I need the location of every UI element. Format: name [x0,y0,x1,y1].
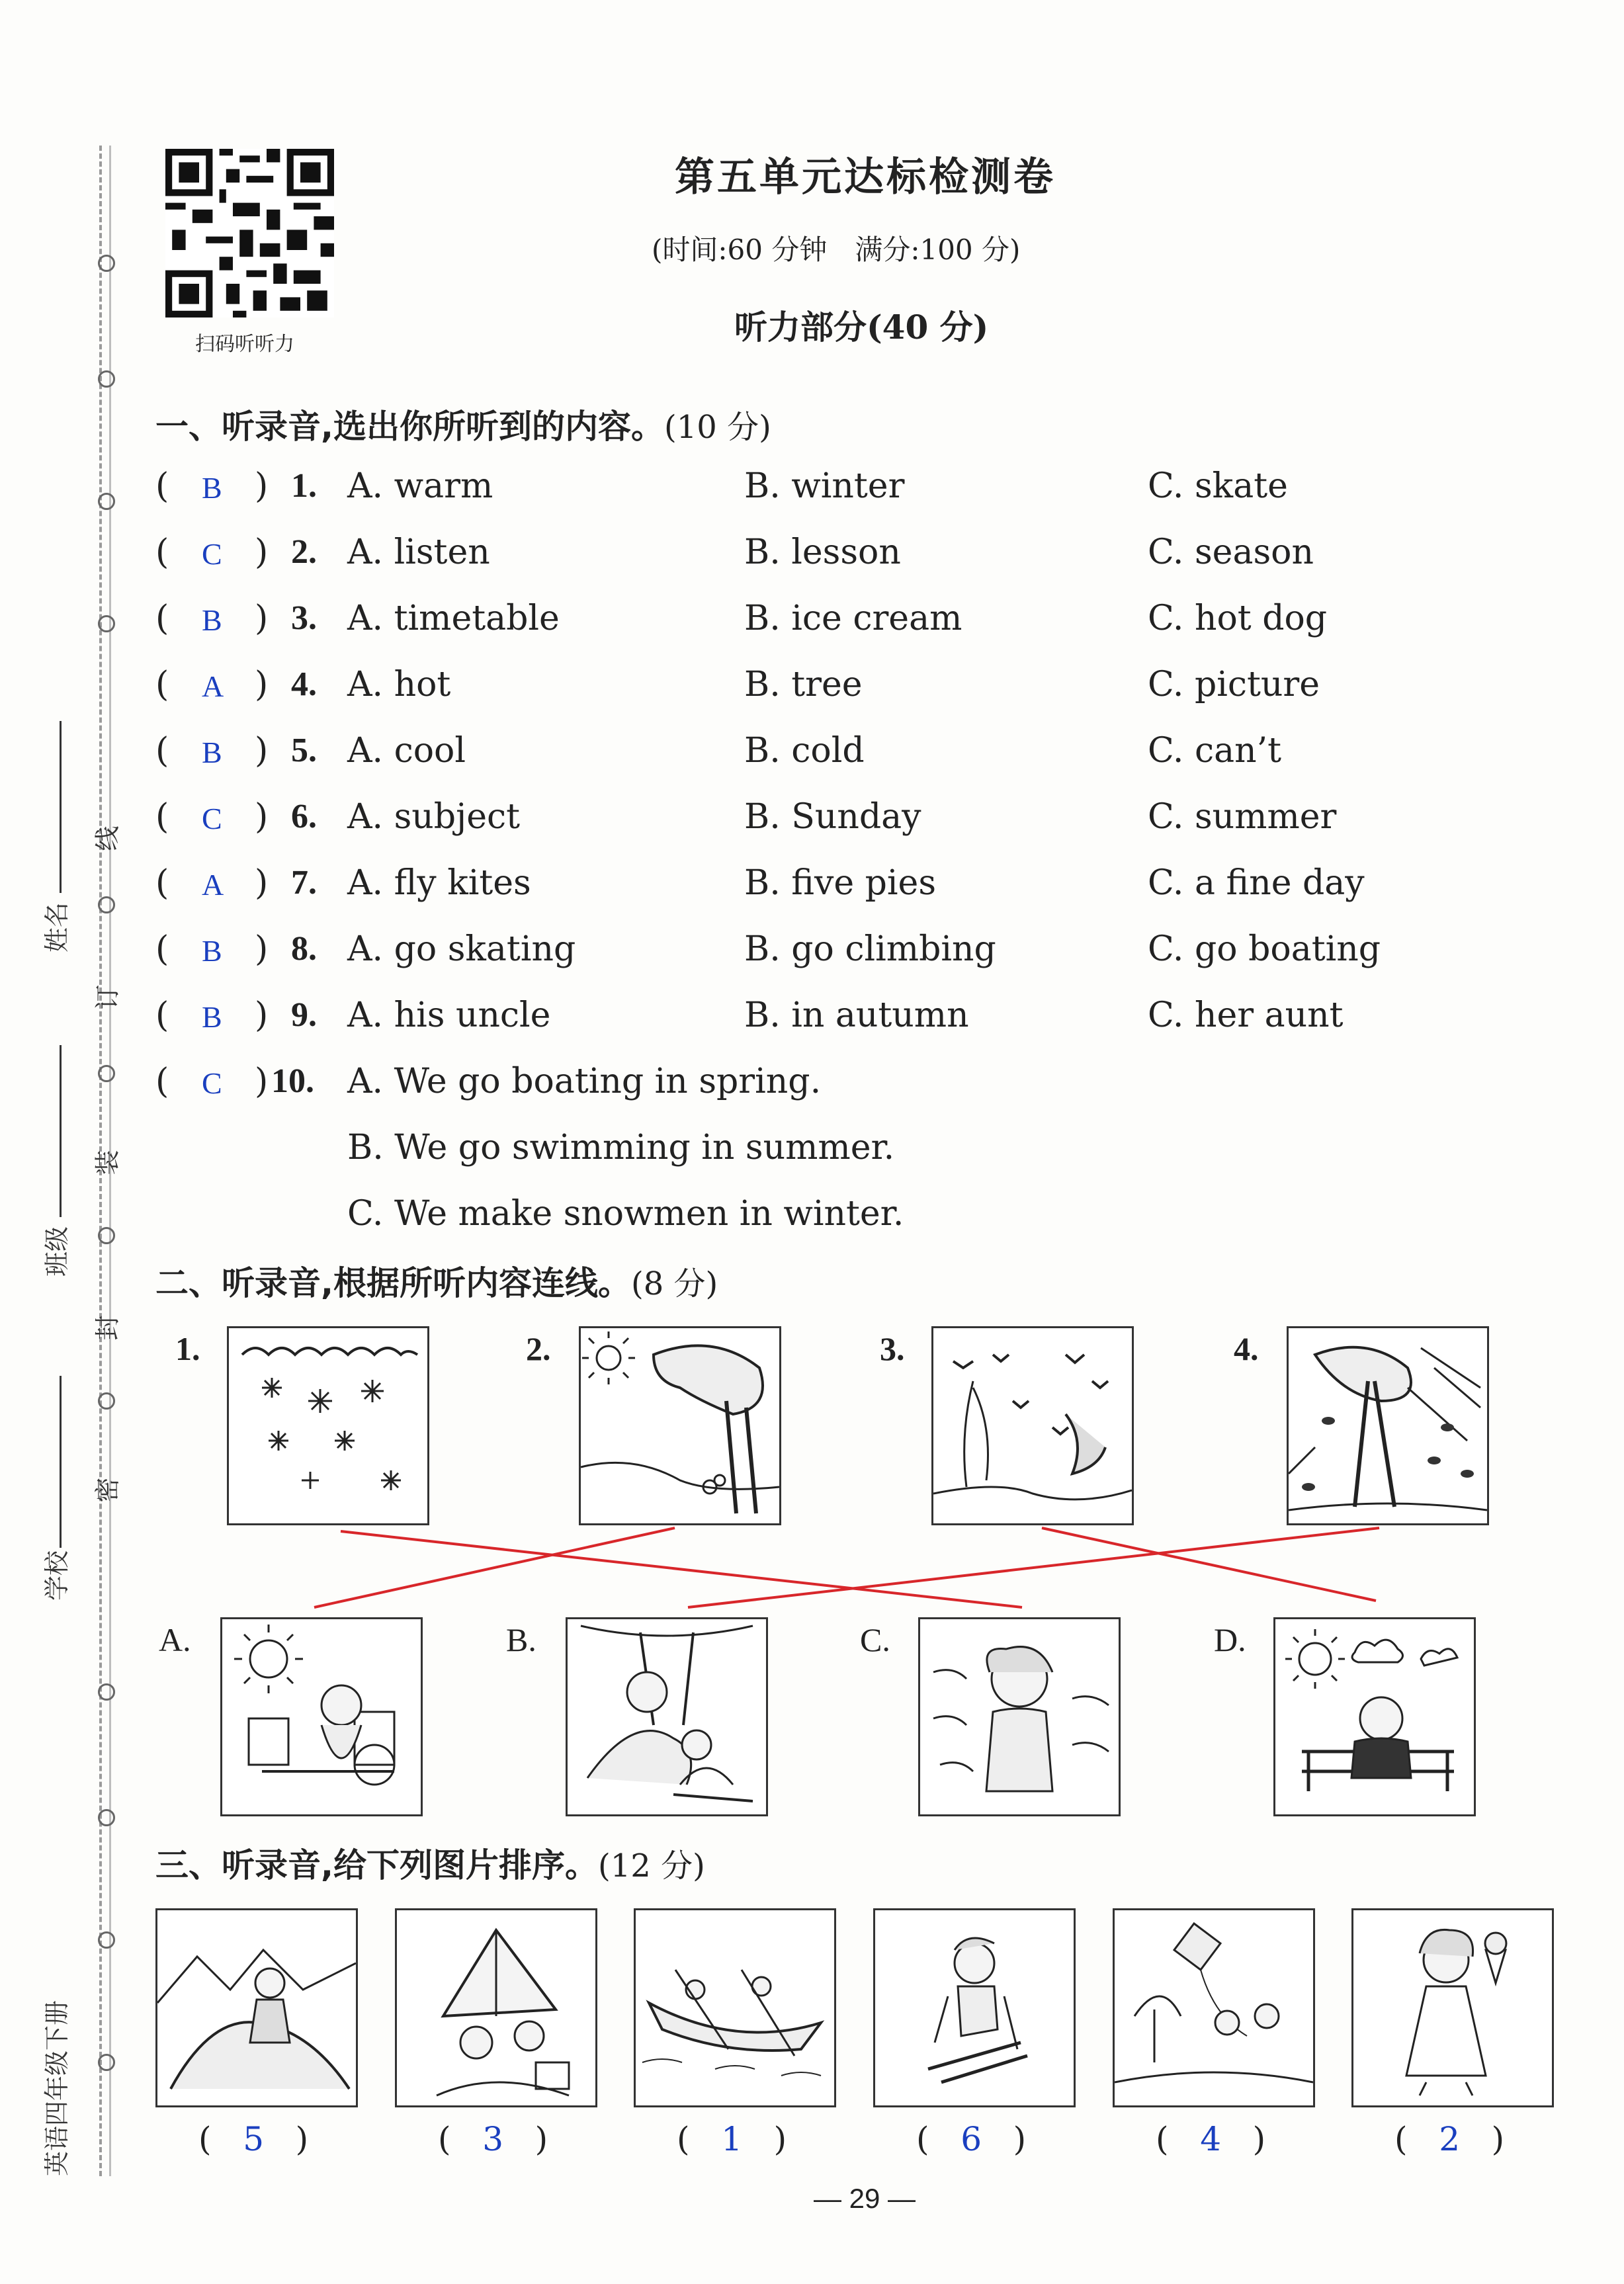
seal-char-mi: 密 [93,1477,122,1503]
option-a: A. fly kites [347,863,531,903]
option-c: C. skate [1148,466,1288,506]
option-a: A. go skating [347,929,576,969]
book-label: 英语四年级下册 [42,2000,71,2176]
ice-cream-girl-picture [1351,1908,1554,2107]
order-answer: ( 6 ) [916,2120,1027,2158]
answer-mark: B [202,603,222,637]
autumn-tree-picture [1287,1326,1489,1525]
option-c: C. hot dog [1148,599,1328,638]
option-b: B. go climbing [744,929,996,969]
part1-title: 一、听录音,选出你所听到的内容。(10 分) [155,407,771,446]
match-line [688,1528,1379,1607]
match-top-label: 3. [880,1330,905,1367]
option-a: A. hot [347,665,451,704]
name-label: 姓名 [42,902,71,952]
margin-circle [98,1227,115,1244]
match-bottom-label: A. [159,1621,191,1658]
skiing-picture [873,1908,1076,2107]
windy-girl-picture [918,1617,1121,1816]
margin-circle [98,370,115,388]
class-label: 班级 [42,1226,71,1277]
spring-tree-picture [579,1326,781,1525]
answer-mark: C [202,537,222,571]
exam-info: (时间:60 分钟 满分:100 分) [652,233,1021,266]
option-b: B. cold [744,731,865,771]
name-fill-line [60,721,62,893]
school-fill-line [60,1376,62,1548]
margin-circle [98,1931,115,1949]
class-fill-line [60,1045,62,1217]
match-top-label: 1. [175,1330,200,1367]
answer-mark: B [202,934,222,968]
order-answer: ( 4 ) [1156,2120,1266,2158]
page-title: 第五单元达标检测卷 [675,154,1056,200]
answer-mark: A [202,868,224,902]
option-c: C. her aunt [1148,995,1344,1035]
order-answer: ( 5 ) [198,2120,309,2158]
camping-picture [395,1908,597,2107]
match-top-label: 4. [1234,1330,1259,1367]
part2-title: 二、听录音,根据所听内容连线。(8 分) [155,1264,718,1302]
seal-char-feng: 封 [93,1315,122,1341]
margin-circle [98,615,115,632]
option-c: C. summer [1148,797,1337,837]
answer-mark: B [202,736,222,769]
option-b: B. We go swimming in summer. [347,1128,895,1167]
option-a: A. listen [347,532,490,572]
page-number: — 29 — [814,2183,916,2214]
match-bottom-label: C. [860,1621,890,1658]
option-b: B. ice cream [744,599,962,638]
seal-char-line: 线 [93,825,122,851]
match-bottom-label: D. [1214,1621,1246,1658]
option-c: C. a fine day [1148,863,1365,903]
order-answer: ( 1 ) [677,2120,787,2158]
option-b: B. five pies [744,863,937,903]
option-c: C. season [1148,532,1314,572]
option-c: C. can’t [1148,731,1282,771]
part3-title: 三、听录音,给下列图片排序。(12 分) [155,1846,705,1884]
answer-mark: C [202,802,222,835]
option-b: B. lesson [744,532,901,572]
answer-mark: A [202,669,224,703]
order-answer: ( 2 ) [1394,2120,1505,2158]
order-answer: ( 3 ) [438,2120,548,2158]
option-a: A. cool [347,731,466,771]
answer-mark: C [202,1066,222,1100]
option-c: C. We make snowmen in winter. [347,1194,904,1234]
margin-circle [98,1065,115,1082]
margin-circle [98,1809,115,1826]
answer-mark: B [202,1000,222,1034]
option-b: B. tree [744,665,863,704]
option-b: B. in autumn [744,995,969,1035]
sunny-bench-picture [1273,1617,1476,1816]
margin-circle [98,493,115,510]
option-c: C. go boating [1148,929,1381,969]
seal-char-zhuang: 装 [93,1150,122,1175]
qr-code-icon[interactable] [165,149,334,317]
hot-day-picture [220,1617,423,1816]
match-line [1042,1528,1376,1601]
shade-tree-picture [566,1617,768,1816]
margin-circle [98,1392,115,1410]
margin-circle [98,1683,115,1701]
seal-char-ding: 订 [93,984,122,1010]
margin-circle [98,255,115,272]
match-bottom-label: B. [506,1621,536,1658]
option-b: B. Sunday [744,797,921,837]
match-top-label: 2. [526,1330,551,1367]
snow-picture [227,1326,429,1525]
answer-mark: B [202,471,222,505]
climbing-picture [155,1908,358,2107]
option-c: C. picture [1148,665,1320,704]
school-label: 学校 [42,1550,71,1601]
option-a: A. We go boating in spring. [347,1062,822,1101]
option-b: B. winter [744,466,905,506]
margin-circle [98,2054,115,2071]
swallows-picture [931,1326,1134,1525]
section-heading: 听力部分(40 分) [734,308,989,347]
option-a: A. subject [347,797,520,837]
option-a: A. his uncle [347,995,551,1035]
option-a: A. timetable [347,599,560,638]
option-a: A. warm [347,466,493,506]
match-line [314,1528,675,1607]
boating-picture [634,1908,836,2107]
match-line [341,1531,1022,1607]
flying-kite-picture [1113,1908,1315,2107]
margin-circle [98,896,115,913]
qr-label: 扫码听听力 [195,333,294,356]
